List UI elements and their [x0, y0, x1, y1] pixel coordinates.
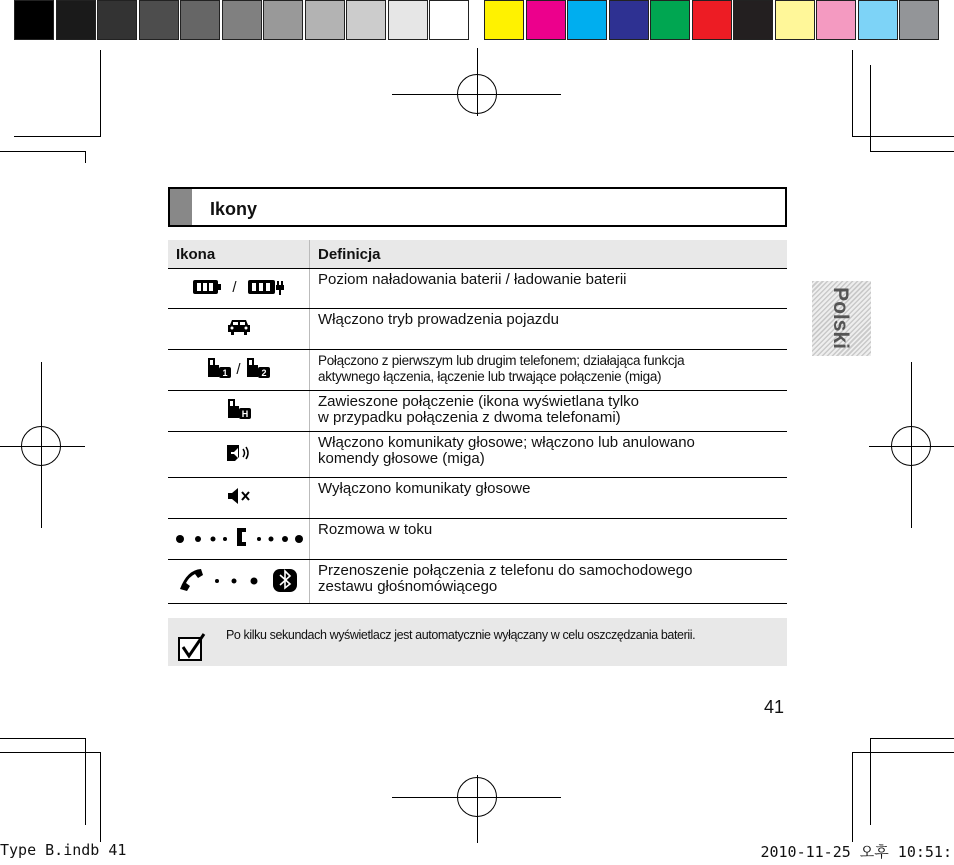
table-header-row [168, 240, 787, 269]
definition-cell [310, 560, 788, 604]
phone-2-icon [245, 357, 271, 383]
definition-line: aktywnego łączenia, łączenie lub trwające połączenie (miga) [318, 369, 662, 384]
grey-swatch [346, 0, 386, 40]
car-icon [227, 318, 251, 340]
table-row [168, 560, 787, 604]
color-calibration-bar [484, 0, 941, 44]
grey-swatch [14, 0, 54, 40]
definition-line: Przenoszenie połączenia z telefonu do samochodowego [318, 562, 693, 579]
call-on-hold-icon [226, 398, 252, 424]
color-swatch [609, 0, 649, 40]
svg-text:1: 1 [222, 368, 228, 378]
note-text: Po kilku sekundach wyświetlacz jest automatycznie wyłączany w celu oszczędzania baterii. [226, 628, 696, 642]
icon-separator: / [236, 360, 241, 378]
icon-cell [168, 432, 310, 478]
color-swatch [899, 0, 939, 40]
color-swatch [650, 0, 690, 40]
definition-cell: Poziom naładowania baterii / ładowanie baterii [310, 269, 788, 309]
color-swatch [484, 0, 524, 40]
color-swatch [775, 0, 815, 40]
grey-swatch [429, 0, 469, 40]
definition-cell: Rozmowa w toku [310, 519, 788, 560]
phone-1-icon [206, 357, 232, 383]
battery-charging-icon [247, 277, 285, 301]
note-box [168, 618, 787, 666]
footer-file-info: Type B.indb 41 [0, 841, 127, 859]
icons-table [168, 240, 787, 604]
definition-line: Połączono z pierwszym lub drugim telefonem; działająca funkcja [318, 353, 685, 368]
icon-cell [168, 560, 310, 604]
table-row [168, 478, 787, 519]
call-in-progress-icon [174, 526, 304, 552]
table-row [168, 432, 787, 478]
section-header [168, 187, 787, 227]
section-header-tab [170, 189, 192, 225]
footer-timestamp: 2010-11-25 오후 10:51: [760, 843, 952, 861]
definition-line: komendy głosowe (miga) [318, 450, 485, 467]
svg-text:H: H [241, 409, 248, 419]
color-swatch [816, 0, 856, 40]
color-swatch [692, 0, 732, 40]
icon-cell [168, 269, 310, 309]
language-tab [812, 281, 871, 356]
icon-cell [168, 350, 310, 391]
definition-line: zestawu głośnomówiącego [318, 578, 498, 595]
table-row [168, 269, 787, 309]
checkmark-icon [177, 632, 207, 667]
definition-cell: Wyłączono komunikaty głosowe [310, 478, 788, 519]
table-row [168, 309, 787, 350]
definition-cell: Włączono tryb prowadzenia pojazdu [310, 309, 788, 350]
call-transfer-icon [177, 567, 301, 597]
grey-swatch [180, 0, 220, 40]
grey-swatch [139, 0, 179, 40]
color-swatch [858, 0, 898, 40]
table-row [168, 391, 787, 432]
grey-swatch [56, 0, 96, 40]
page-number: 41 [764, 697, 785, 717]
table-row [168, 350, 787, 391]
color-swatch [526, 0, 566, 40]
icon-cell [168, 309, 310, 350]
definition-line: Zawieszone połączenie (ikona wyświetlana tylko [318, 393, 639, 410]
grey-swatch [222, 0, 262, 40]
language-tab-label: Polski [829, 287, 852, 349]
grey-swatch [305, 0, 345, 40]
grey-swatch [97, 0, 137, 40]
voice-prompt-icon [225, 443, 253, 467]
section-title: Ikony [210, 199, 258, 219]
grey-calibration-bar [14, 0, 471, 44]
definition-cell [310, 350, 788, 391]
grey-swatch [388, 0, 428, 40]
icon-cell [168, 519, 310, 560]
battery-icon [192, 278, 222, 300]
mute-icon [226, 487, 252, 509]
definition-line: w przypadku połączenia z dwoma telefonami) [318, 409, 621, 426]
table-row [168, 519, 787, 560]
definition-cell [310, 391, 788, 432]
header-definition: Definicja [310, 240, 788, 269]
definition-cell [310, 432, 788, 478]
color-swatch [733, 0, 773, 40]
definition-line: Włączono komunikaty głosowe; włączono lub anulowano [318, 434, 695, 451]
svg-text:2: 2 [261, 368, 267, 378]
icon-cell [168, 391, 310, 432]
icon-cell [168, 478, 310, 519]
icon-separator: / [232, 279, 237, 297]
color-swatch [567, 0, 607, 40]
header-icon: Ikona [168, 240, 310, 269]
grey-swatch [263, 0, 303, 40]
